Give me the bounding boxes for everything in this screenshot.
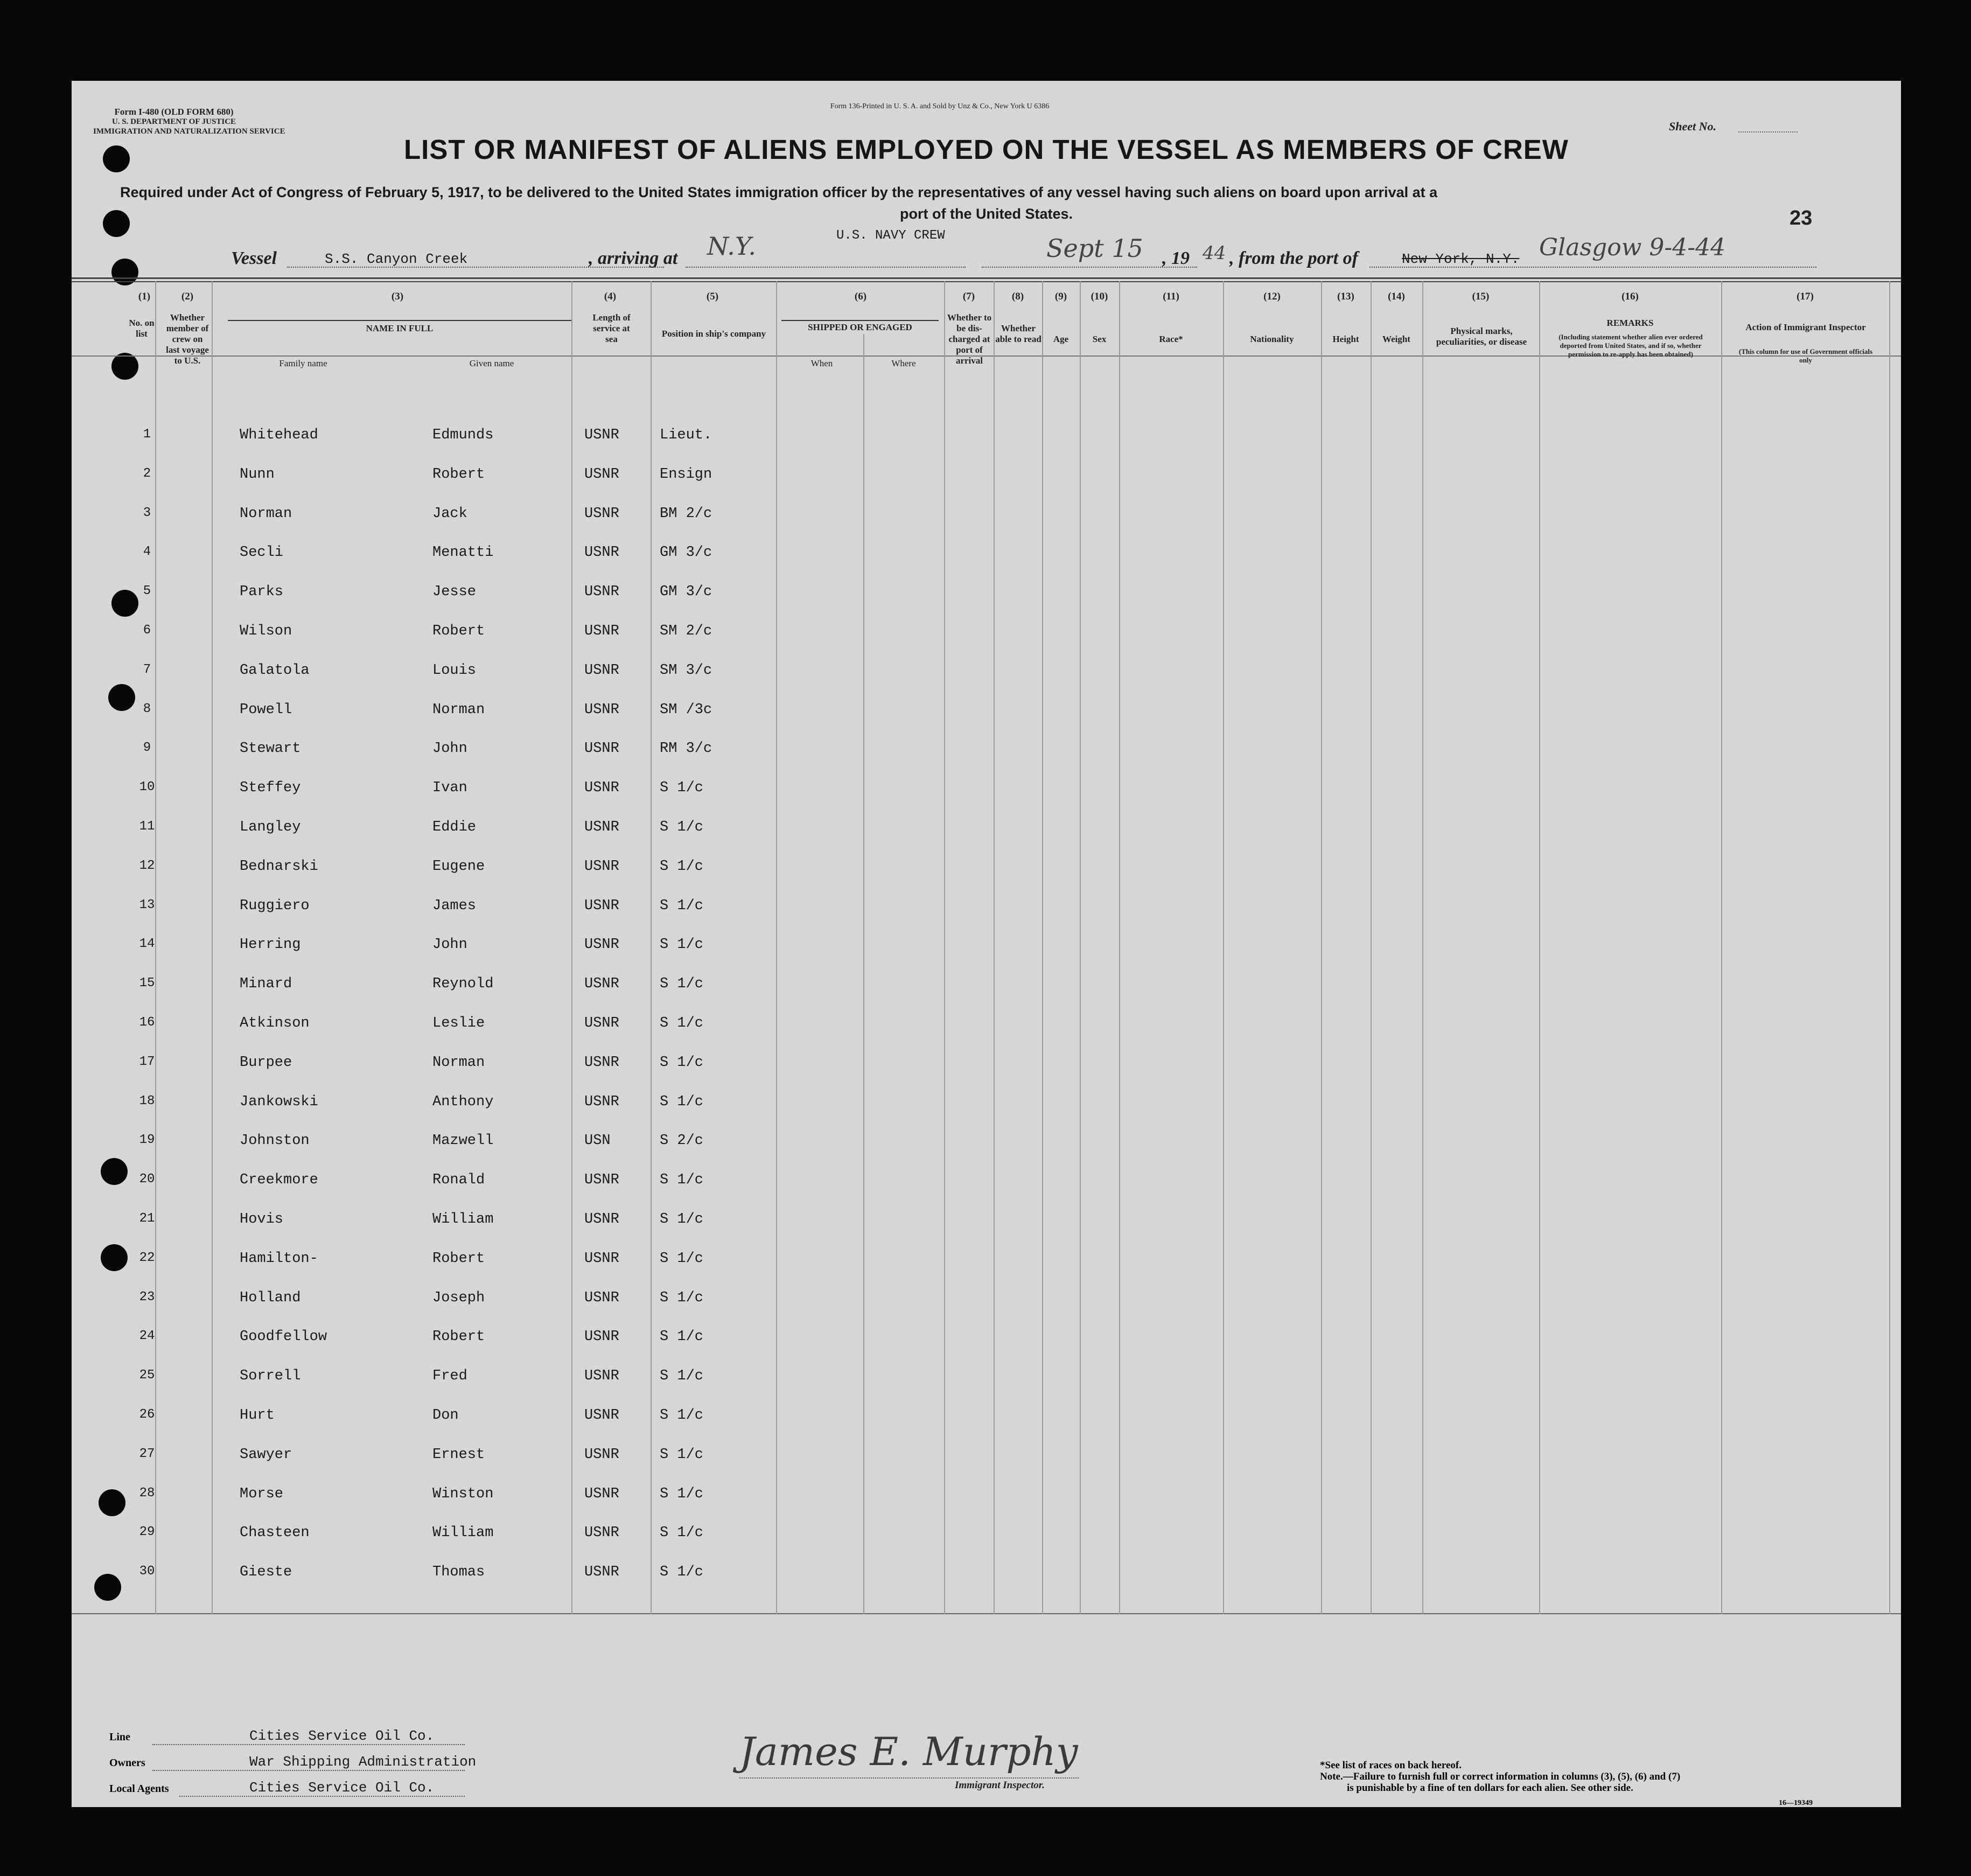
row-number: 23 (139, 1290, 155, 1305)
given-name: Jack (432, 506, 467, 522)
form-subtitle: Required under Act of Congress of February 5, 1917, to be delivered to the United States immigration officer by the representatives of any vessel having such aliens on board upon arrival at a (120, 184, 1438, 200)
row-number: 29 (139, 1525, 155, 1539)
colnum-10: (10) (1091, 291, 1108, 302)
form-subtitle-2: port of the United States. (899, 206, 1073, 222)
shipped-subrule (781, 320, 939, 321)
table-bottom-rule (72, 1613, 1901, 1614)
colhead-inspector-action: Action of Immigrant Inspector (1745, 322, 1866, 332)
colhead-remarks-note: (Including statement whether alien ever ordered deported from United States, and if so, whether permission to re-apply has been obtained) (1558, 333, 1703, 358)
colhead-height: Height (1332, 334, 1359, 344)
ship-position: RM 3/c (660, 741, 712, 757)
service-type: USN (584, 1133, 611, 1149)
given-name: William (432, 1211, 494, 1228)
given-name: Winston (432, 1486, 494, 1502)
name-subrule (228, 320, 571, 321)
colhead-physical-marks: Physical marks, peculiarities, or disease (1436, 326, 1527, 347)
colhead-able-read: Whether able to read (995, 323, 1042, 344)
sheet-no-dots (1738, 131, 1798, 132)
ship-position: S 1/c (660, 1172, 704, 1188)
family-name: Goodfellow (240, 1329, 327, 1345)
colnum-1: (1) (138, 291, 151, 302)
service-type: USNR (584, 427, 619, 443)
manifest-page (72, 81, 1901, 1807)
ship-position: S 1/c (660, 976, 704, 992)
service-type: USNR (584, 1486, 619, 1502)
arriving-underline (686, 267, 966, 268)
row-number: 11 (139, 819, 155, 834)
ship-position: S 1/c (660, 1329, 704, 1345)
colnum-16: (16) (1621, 291, 1639, 302)
ship-position: S 1/c (660, 1368, 704, 1384)
colhead-inspector-note: (This column for use of Government officials only (1738, 347, 1873, 364)
row-number: 8 (143, 702, 151, 716)
year-prefix: , 19 (1162, 248, 1190, 268)
owners-label: Owners (109, 1757, 145, 1769)
given-name: Robert (432, 466, 485, 483)
ship-position: S 1/c (660, 898, 704, 914)
row-number: 30 (139, 1564, 155, 1579)
arrival-year: 44 (1203, 242, 1226, 264)
given-name: Ivan (432, 780, 467, 796)
ship-position: S 1/c (660, 1251, 704, 1267)
family-name: Gieste (240, 1564, 292, 1580)
colhead-family-name: Family name (279, 358, 327, 368)
row-number: 25 (139, 1368, 155, 1383)
service-type: USNR (584, 662, 619, 679)
given-name: Norman (432, 1055, 485, 1071)
owners-underline (152, 1770, 465, 1771)
given-name: Ronald (432, 1172, 485, 1188)
service-type: USNR (584, 1447, 619, 1463)
col-line (1042, 281, 1043, 1614)
col-line (571, 281, 572, 1614)
service-type: USNR (584, 741, 619, 757)
row-number: 26 (139, 1407, 155, 1422)
col-line (651, 281, 652, 1614)
punch-hole (101, 1244, 128, 1271)
service-type: USNR (584, 1525, 619, 1541)
row-number: 15 (139, 976, 155, 991)
colhead-position: Position in ship's company (661, 329, 766, 339)
col-line (1080, 281, 1081, 1614)
line-value: Cities Service Oil Co. (249, 1728, 435, 1744)
row-number: 13 (139, 898, 155, 912)
family-name: Whitehead (240, 427, 318, 443)
service-type: USNR (584, 545, 619, 561)
family-name: Norman (240, 506, 292, 522)
ship-position: S 1/c (660, 1211, 704, 1228)
ship-position: GM 3/c (660, 584, 712, 600)
row-number: 17 (139, 1055, 155, 1069)
given-name: Ernest (432, 1447, 485, 1463)
departure-port: Glasgow 9-4-44 (1539, 234, 1726, 261)
fine-note-1: Note.—Failure to furnish full or correct information in columns (3), (5), (6) and (7) (1320, 1771, 1681, 1782)
row-number: 28 (139, 1486, 155, 1501)
service-type: USNR (584, 702, 619, 718)
given-name: James (432, 898, 477, 914)
ship-position: BM 2/c (660, 506, 712, 522)
vessel-label: Vessel (231, 248, 277, 268)
line-underline (152, 1744, 465, 1745)
col-line (1422, 281, 1423, 1614)
ship-position: S 1/c (660, 1525, 704, 1541)
row-number: 14 (139, 937, 155, 951)
colhead-where: Where (891, 358, 916, 368)
row-number: 20 (139, 1172, 155, 1187)
col-line (1321, 281, 1322, 1614)
row-number: 24 (139, 1329, 155, 1343)
given-name: William (432, 1525, 494, 1541)
punch-hole (94, 1574, 121, 1601)
header-bottom-rule (72, 281, 1901, 282)
col-line (863, 334, 864, 1614)
colnum-17: (17) (1797, 291, 1814, 302)
family-name: Hovis (240, 1211, 284, 1228)
family-name: Hamilton- (240, 1251, 318, 1267)
service-type: USNR (584, 1290, 619, 1306)
printer-line: Form 136-Printed in U. S. A. and Sold by Unz & Co., New York U 6386 (830, 102, 1050, 110)
family-name: Creekmore (240, 1172, 318, 1188)
colhead-name: NAME IN FULL (366, 323, 434, 333)
header-top-rule (72, 277, 1901, 279)
row-number: 16 (139, 1015, 155, 1030)
col-line (1119, 281, 1120, 1614)
colhead-when: When (810, 358, 833, 368)
given-name: Robert (432, 1329, 485, 1345)
family-name: Jankowski (240, 1094, 318, 1110)
punch-hole (99, 1489, 125, 1516)
colnum-2: (2) (181, 291, 194, 302)
service-type: USNR (584, 1564, 619, 1580)
colhead-nationality: Nationality (1250, 334, 1294, 344)
ship-position: S 1/c (660, 937, 704, 953)
given-name: Thomas (432, 1564, 485, 1580)
colhead-shipped: SHIPPED OR ENGAGED (808, 322, 912, 332)
colnum-4: (4) (604, 291, 617, 302)
ship-position: SM /3c (660, 702, 712, 718)
col-line (1889, 281, 1890, 1614)
ship-position: S 1/c (660, 1486, 704, 1502)
ship-position: GM 3/c (660, 545, 712, 561)
colhead-remarks: REMARKS (1606, 318, 1654, 328)
family-name: Sawyer (240, 1447, 292, 1463)
colnum-13: (13) (1337, 291, 1354, 302)
colhead-weight: Weight (1382, 334, 1410, 344)
family-name: Holland (240, 1290, 301, 1306)
family-name: Chasteen (240, 1525, 310, 1541)
colnum-5: (5) (706, 291, 719, 302)
ship-position: Ensign (660, 466, 712, 483)
family-name: Langley (240, 819, 301, 835)
family-name: Ruggiero (240, 898, 310, 914)
ship-position: S 1/c (660, 780, 704, 796)
family-name: Nunn (240, 466, 275, 483)
races-note: *See list of races on back hereof. (1320, 1760, 1462, 1771)
row-number: 4 (143, 545, 151, 559)
col-line (1371, 281, 1372, 1614)
family-name: Minard (240, 976, 292, 992)
ship-position: S 1/c (660, 1015, 704, 1031)
service-type: USNR (584, 1055, 619, 1071)
line-label: Line (109, 1731, 130, 1743)
colhead-length-service: Length of service at sea (592, 312, 631, 344)
ship-position: S 1/c (660, 1055, 704, 1071)
given-name: John (432, 937, 467, 953)
colnum-7: (7) (962, 291, 975, 302)
page-number: 23 (1790, 207, 1813, 229)
form-id: Form I-480 (OLD FORM 680) (114, 107, 234, 117)
service-type: USNR (584, 1211, 619, 1228)
col-line (1539, 281, 1540, 1614)
family-name: Johnston (240, 1133, 310, 1149)
service-type: USNR (584, 898, 619, 914)
ship-position: SM 3/c (660, 662, 712, 679)
form-code: 16—19349 (1779, 1799, 1813, 1807)
given-name: Reynold (432, 976, 494, 992)
colhead-no: No. on list (129, 318, 155, 339)
service-type: USNR (584, 819, 619, 835)
agents-value: Cities Service Oil Co. (249, 1780, 435, 1796)
given-name: Fred (432, 1368, 467, 1384)
colnum-9: (9) (1054, 291, 1067, 302)
ship-position: S 1/c (660, 1447, 704, 1463)
row-number: 22 (139, 1251, 155, 1265)
family-name: Parks (240, 584, 284, 600)
given-name: Robert (432, 1251, 485, 1267)
family-name: Herring (240, 937, 301, 953)
row-number: 5 (143, 584, 151, 598)
ship-position: Lieut. (660, 427, 712, 443)
department: U. S. DEPARTMENT OF JUSTICE (111, 117, 236, 126)
punch-hole (111, 353, 138, 380)
struck-port: New York, N.Y. (1402, 251, 1520, 267)
given-name: Leslie (432, 1015, 485, 1031)
given-name: Norman (432, 702, 485, 718)
service-type: USNR (584, 1094, 619, 1110)
col-line (994, 281, 995, 1614)
ship-position: S 1/c (660, 1407, 704, 1424)
service-type: USNR (584, 859, 619, 875)
agents-underline (179, 1796, 465, 1797)
col-line (1721, 281, 1722, 1614)
col-line (944, 281, 945, 1614)
ship-position: S 1/c (660, 1094, 704, 1110)
family-name: Secli (240, 545, 284, 561)
ship-position: SM 2/c (660, 623, 712, 639)
owners-value: War Shipping Administration (249, 1754, 477, 1770)
given-name: Anthony (432, 1094, 494, 1110)
colnum-12: (12) (1263, 291, 1281, 302)
family-name: Burpee (240, 1055, 292, 1071)
given-name: Mazwell (432, 1133, 494, 1149)
given-name: Eugene (432, 859, 485, 875)
service-type: USNR (584, 1329, 619, 1345)
arriving-label: , arriving at (589, 248, 678, 268)
row-number: 18 (139, 1094, 155, 1108)
inspector-label: Immigrant Inspector. (955, 1780, 1045, 1791)
col-line (776, 281, 777, 1614)
service-type: USNR (584, 584, 619, 600)
family-name: Galatola (240, 662, 310, 679)
family-name: Wilson (240, 623, 292, 639)
ship-position: S 2/c (660, 1133, 704, 1149)
row-number: 7 (143, 662, 151, 677)
row-number: 12 (139, 859, 155, 873)
sheet-label: Sheet No. (1669, 120, 1716, 133)
service-type: USNR (584, 623, 619, 639)
colnum-14: (14) (1388, 291, 1405, 302)
row-number: 27 (139, 1447, 155, 1461)
service-type: USNR (584, 506, 619, 522)
service-type: USNR (584, 1015, 619, 1031)
inspector-signature: James E. Murphy (739, 1729, 1078, 1774)
given-name: Robert (432, 623, 485, 639)
col-line (212, 281, 213, 1614)
row-number: 21 (139, 1211, 155, 1226)
vessel-name: S.S. Canyon Creek (325, 251, 468, 267)
arrival-date: Sept 15 (1046, 234, 1143, 263)
given-name: Don (432, 1407, 459, 1424)
arriving-port: N.Y. (707, 232, 756, 261)
row-number: 19 (139, 1133, 155, 1147)
given-name: Menatti (432, 545, 494, 561)
family-name: Powell (240, 702, 292, 718)
service-type: USNR (584, 976, 619, 992)
ship-position: S 1/c (660, 859, 704, 875)
colhead-discharged: Whether to be dis-charged at port of arrival (947, 312, 992, 366)
family-name: Atkinson (240, 1015, 310, 1031)
row-number: 9 (143, 741, 151, 755)
punch-hole (101, 1158, 128, 1185)
row-number: 1 (143, 427, 151, 442)
signature-underline (739, 1777, 1079, 1779)
service-type: USNR (584, 780, 619, 796)
given-name: Eddie (432, 819, 477, 835)
given-name: Joseph (432, 1290, 485, 1306)
colnum-3: (3) (391, 291, 404, 302)
given-name: John (432, 741, 467, 757)
ship-position: S 1/c (660, 1564, 704, 1580)
agents-label: Local Agents (109, 1783, 169, 1795)
colhead-age: Age (1053, 334, 1069, 344)
colnum-15: (15) (1472, 291, 1490, 302)
family-name: Sorrell (240, 1368, 301, 1384)
service-type: USNR (584, 1251, 619, 1267)
colhead-sex: Sex (1092, 334, 1107, 344)
service-type: USNR (584, 1407, 619, 1424)
given-name: Jesse (432, 584, 477, 600)
service-type: USNR (584, 466, 619, 483)
row-number: 3 (143, 506, 151, 520)
family-name: Bednarski (240, 859, 318, 875)
colnum-8: (8) (1011, 291, 1024, 302)
row-number: 2 (143, 466, 151, 481)
form-title: LIST OR MANIFEST OF ALIENS EMPLOYED ON THE VESSEL AS MEMBERS OF CREW (404, 134, 1569, 165)
colhead-last-voyage: Whether member of crew on last voyage to U.S. (166, 312, 209, 366)
colhead-race: Race* (1159, 334, 1183, 344)
fine-note-2: is punishable by a fine of ten dollars for each alien. See other side. (1347, 1782, 1633, 1794)
service-type: USNR (584, 1172, 619, 1188)
family-name: Stewart (240, 741, 301, 757)
row-number: 6 (143, 623, 151, 638)
service-type: USNR (584, 937, 619, 953)
colnum-11: (11) (1163, 291, 1179, 302)
row-number: 10 (139, 780, 155, 794)
ship-position: S 1/c (660, 819, 704, 835)
given-name: Edmunds (432, 427, 494, 443)
ship-position: S 1/c (660, 1290, 704, 1306)
given-name: Louis (432, 662, 477, 679)
colnum-6: (6) (854, 291, 867, 302)
family-name: Steffey (240, 780, 301, 796)
navy-crew-note: U.S. NAVY CREW (836, 228, 945, 243)
service-name: IMMIGRATION AND NATURALIZATION SERVICE (93, 127, 285, 136)
family-name: Hurt (240, 1407, 275, 1424)
service-type: USNR (584, 1368, 619, 1384)
family-name: Morse (240, 1486, 284, 1502)
from-port-label: , from the port of (1229, 248, 1358, 268)
col-line (1223, 281, 1224, 1614)
colhead-given-name: Given name (469, 358, 514, 368)
